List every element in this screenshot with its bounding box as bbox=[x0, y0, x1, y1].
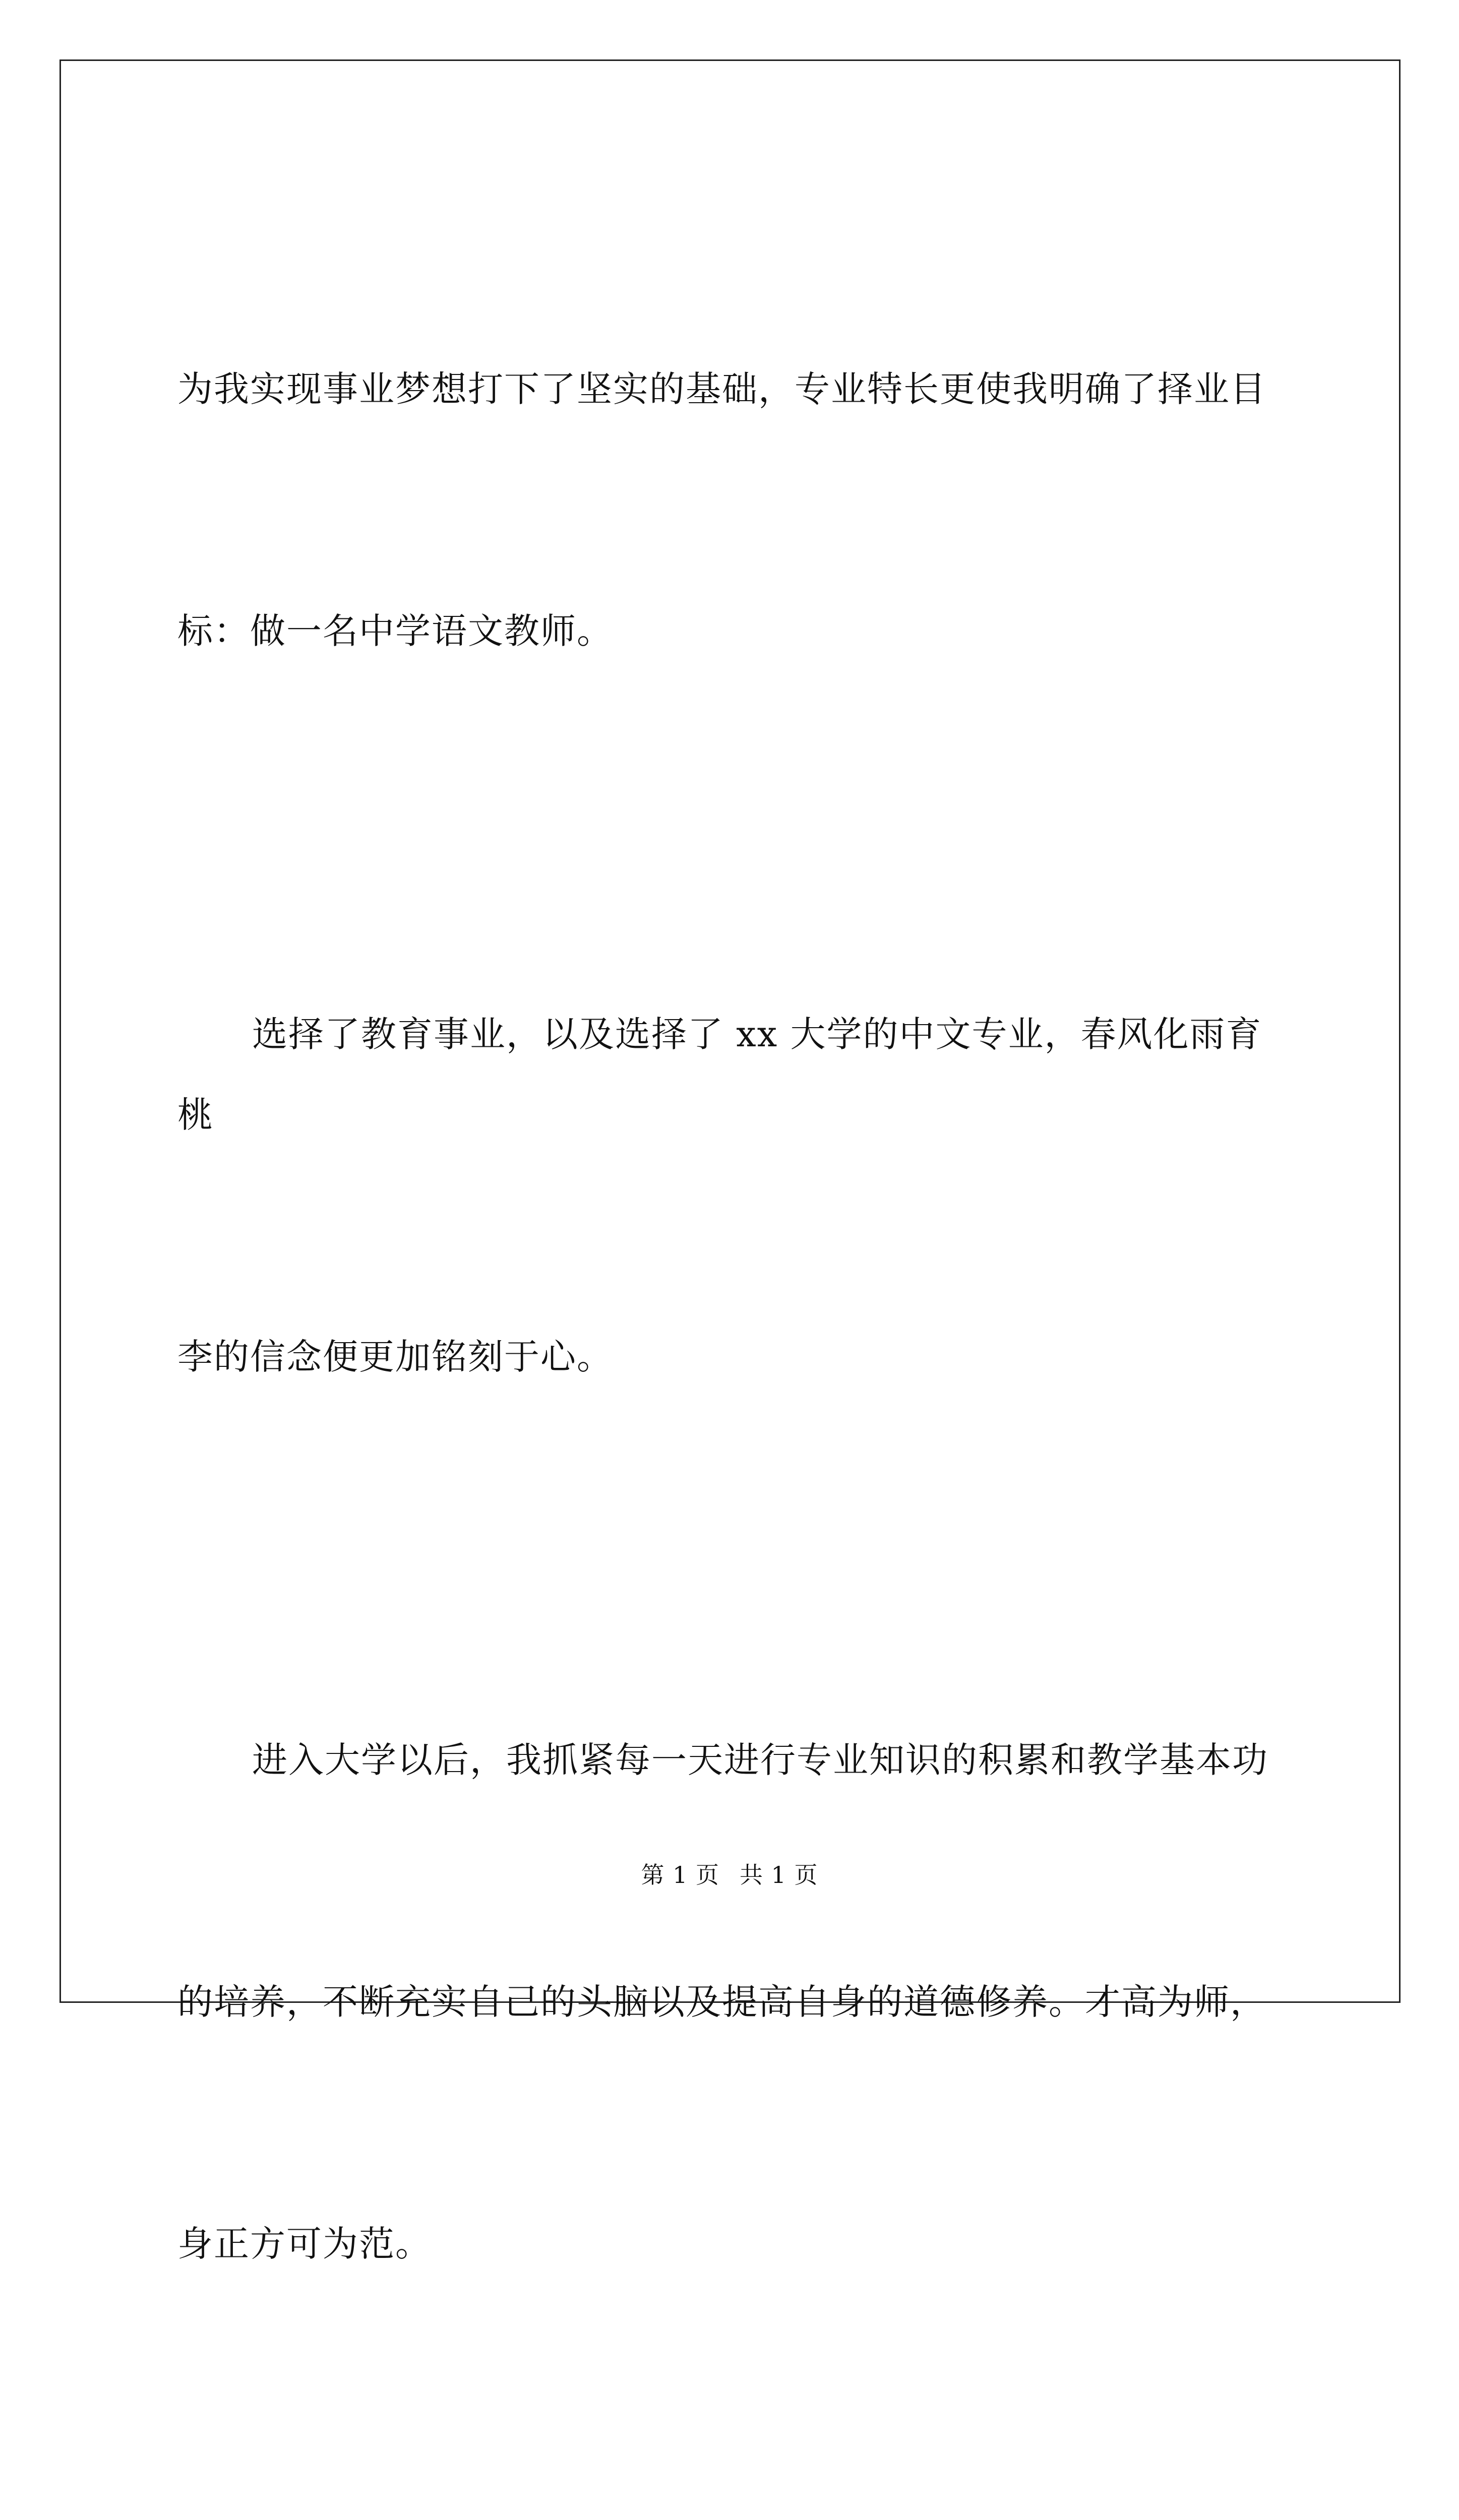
text-line: 身正方可为范。 bbox=[177, 2223, 432, 2264]
text-line: 李的信念便更加铭刻于心。 bbox=[177, 1336, 613, 1377]
text-line: 选择了教育事业，以及选择了 xx 大学的中文专业，春风化雨育桃 bbox=[177, 1014, 1262, 1136]
text-line: 为我实现事业梦想打下了坚实的基础，专业特长更使我明确了择业目 bbox=[177, 368, 1266, 410]
document-body bbox=[177, 187, 1289, 2520]
page-footer bbox=[0, 1860, 1459, 1890]
paragraph-4 bbox=[177, 2445, 1289, 2520]
text-line: 标：做一名中学语文教师。 bbox=[177, 610, 613, 652]
paragraph-3 bbox=[177, 1558, 1289, 2445]
page-number-current: 第 1 页 bbox=[641, 1861, 719, 1888]
page-number-total: 共 1 页 bbox=[740, 1861, 818, 1888]
paragraph-1 bbox=[177, 187, 1289, 833]
text-line: 进入大学以后，我抓紧每一天进行专业知识的积累和教学基本功 bbox=[252, 1739, 1268, 1781]
paragraph-2 bbox=[177, 833, 1289, 1558]
text-line: 的培养，不断充实自己的头脑以及提高自身的道德修养。才高为师， bbox=[177, 1981, 1266, 2023]
